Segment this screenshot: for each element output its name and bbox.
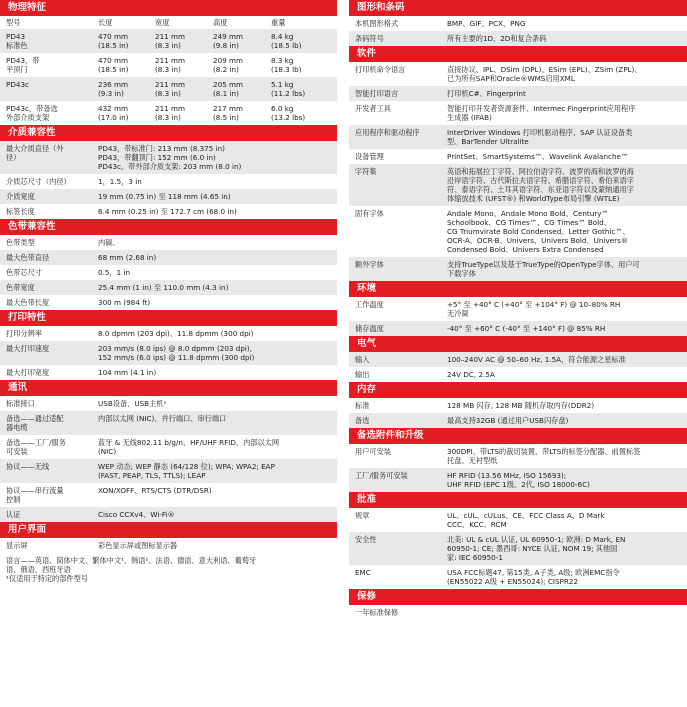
spec-value: 0.5，1 in — [98, 268, 131, 277]
spec-value: 智能打印开发者资源套件、Intermec Fingerprint应用程序 生成器 (IFAB) — [447, 104, 636, 122]
spec-row — [349, 125, 687, 149]
spec-row — [0, 326, 337, 341]
spec-value: 北美: UL & cUL 认证, UL 60950-1; 欧洲: D Mark, EN 60950-1; CE; 墨西哥: NYCE 认证, NOM 19; 其他国 家: IEC 60950-1 — [447, 535, 626, 562]
spec-value: 8.0 dpmm (203 dpi)、11.8 dpmm (300 dpi) — [98, 329, 254, 338]
spec-value: HF RFID (13.56 MHz, ISO 15693); UHF RFID (EPC 1级、2代, ISO 18000-6C) — [447, 471, 590, 489]
spec-value: 所有主要的1D、2D和复合条码 — [447, 34, 547, 43]
spec-row — [0, 250, 337, 265]
physical-cell: 211 mm (8.3 in) — [155, 56, 186, 74]
spec-row — [349, 31, 687, 46]
spec-label: 应用程序和驱动程序 — [355, 128, 420, 137]
spec-row — [349, 413, 687, 428]
physical-cell: 5.1 kg (11.2 lbs) — [271, 80, 306, 98]
right-column — [349, 0, 687, 620]
spec-label: 工作温度 — [355, 300, 384, 309]
physical-cell: 236 mm (9.3 in) — [98, 80, 129, 98]
spec-value: 24V DC, 2.5A — [447, 370, 495, 379]
spec-value: USA FCC标题47, 第15类, A子类, A级; 欧洲EMC指令 (EN55022 A级 + EN55024); CISPR22 — [447, 568, 620, 586]
physical-cell: 211 mm (8.3 in) — [155, 32, 186, 50]
spec-value: BMP、GIF、PCX、PNG — [447, 19, 526, 28]
physical-cell: 205 mm (8.1 in) — [213, 80, 244, 98]
spec-label: 开发者工具 — [355, 104, 391, 113]
physical-cell: 432 mm (17.0 in) — [98, 104, 129, 122]
spec-label: 字符集 — [355, 167, 377, 176]
section-opt: 备选附件和升级 — [349, 428, 687, 444]
physical-row — [0, 101, 337, 125]
spec-row — [0, 459, 337, 483]
spec-label: 本机图形格式 — [355, 19, 399, 28]
spec-row — [349, 321, 687, 336]
spec-row — [349, 565, 687, 589]
spec-row — [349, 352, 687, 367]
spec-label: 显示屏 — [6, 541, 28, 550]
spec-label: EMC — [355, 568, 371, 577]
spec-label: 智能打印语言 — [355, 89, 399, 98]
spec-value: 最高支持32GB (通过用户USB闪存盘) — [447, 416, 569, 425]
spec-label: 色带芯尺寸 — [6, 268, 42, 277]
spec-row — [349, 62, 687, 86]
spec-row — [349, 444, 687, 468]
header-height: 高度 — [213, 18, 228, 27]
physical-cell: PD43 标准色 — [6, 32, 28, 50]
spec-value: 6.4 mm (0.25 in) 至 172.7 cm (68.0 in) — [98, 207, 237, 216]
spec-label: 标准接口 — [6, 399, 35, 408]
header-model: 型号 — [6, 18, 21, 27]
spec-value: 128 MB 闪存, 128 MB 随机存取内存(DDR2) — [447, 401, 595, 410]
spec-row — [349, 164, 687, 206]
physical-cell: PD43，带 平顶门 — [6, 56, 40, 74]
spec-label: 备选——通过适配 器电缆 — [6, 414, 64, 432]
section-ribbon: 色带兼容性 — [0, 219, 337, 235]
spec-label: 色带类型 — [6, 238, 35, 247]
spec-value: InterDriver Windows 打印机驱动程序、SAP 认证设备类 型、BarTender Ultralite — [447, 128, 633, 146]
physical-cell: 470 mm (18.5 in) — [98, 56, 129, 74]
section-print: 打印特性 — [0, 310, 337, 326]
spec-value: USB设备、USB主机¹ — [98, 399, 167, 408]
header-length: 长度 — [98, 18, 113, 27]
spec-label: 最大打印速度 — [6, 344, 50, 353]
section-media: 介质兼容性 — [0, 125, 337, 141]
physical-row — [0, 77, 337, 101]
section-software: 软件 — [349, 46, 687, 62]
section-env: 环境 — [349, 281, 687, 297]
language-note: 语言——英语、简体中文、繁体中文¹、韩语¹、法语、德语、意大利语、葡萄牙 语、俄语、西班牙语 ¹仅适用于特定的部件型号 — [6, 556, 257, 583]
physical-cell: 211 mm (8.3 in) — [155, 104, 186, 122]
spec-label: 条码符号 — [355, 34, 384, 43]
spec-label: 储存温度 — [355, 324, 384, 333]
spec-value: 1，1.5，3 in — [98, 177, 142, 186]
section-mem: 内存 — [349, 382, 687, 398]
spec-value: XON/XOFF、RTS/CTS (DTR/DSR) — [98, 486, 212, 495]
spec-value: 英语和拓展拉丁字符、阿拉伯语字符、波罗的海和波罗的海 沿岸语字符、古代斯拉夫语字符、希腊语字符、希伯来语字 符、泰语字符、土耳其语字符、东亚语字符以及蒙纳通用字 体缩放技术 (UFST®) 和WorldType布局引擎 (WTLE) — [447, 167, 634, 203]
spec-label: 标签长度 — [6, 207, 35, 216]
spec-value: 300DPI、带LTS的裁切装置、带LTS的标签分配器、前置标签 托盘、无衬型纸 — [447, 447, 641, 465]
physical-row — [0, 29, 337, 53]
spec-value: 19 mm (0.75 in) 至 118 mm (4.65 in) — [98, 192, 231, 201]
spec-row — [0, 507, 337, 522]
spec-label: 输出 — [355, 370, 370, 379]
spec-label: 备选 — [355, 416, 370, 425]
section-elec: 电气 — [349, 336, 687, 352]
spec-row — [0, 204, 337, 219]
spec-value: 300 m (984 ft) — [98, 298, 151, 307]
section-physical: 物理特征 — [0, 0, 337, 16]
spec-row — [0, 396, 337, 411]
spec-value: 内碳、 — [98, 238, 120, 247]
spec-value: PD43，带标准门: 213 mm (8.375 in) PD43，带翻顶门: 152 mm (6.0 in) PD43c，带外部介质支架: 203 mm (8.0 in) — [98, 144, 242, 171]
header-width: 宽度 — [155, 18, 170, 27]
spec-label: 最大色带直径 — [6, 253, 50, 262]
spec-row — [349, 398, 687, 413]
spec-label: 额外字体 — [355, 260, 384, 269]
spec-label: 用户可安装 — [355, 447, 391, 456]
section-approvals: 批准 — [349, 492, 687, 508]
spec-row — [349, 257, 687, 281]
spec-row — [349, 16, 687, 31]
spec-value: Andale Mono、Andale Mono Bold、Century™ Schoolbook、CG Times™、CG Times™ Bold、 CG Triumvirate Bold Condensed、Letter Gothic™、 OCR-A、OCR-B、Univers、Univers Bold、Univers® Condensed Bold、Univers Extra Condensed — [447, 209, 630, 254]
spec-row — [349, 206, 687, 257]
header-weight: 重量 — [271, 18, 286, 27]
physical-cell: 209 mm (8.2 in) — [213, 56, 244, 74]
spec-label: 规章 — [355, 511, 370, 520]
spec-label: 认证 — [6, 510, 21, 519]
spec-value: +5° 至 +40° C (+40° 至 +104° F) @ 10–80% RH 无冷凝 — [447, 300, 621, 318]
section-warranty: 保修 — [349, 589, 687, 605]
section-comm: 通讯 — [0, 380, 337, 396]
spec-value: PrintSet、SmartSystems™、Wavelink Avalanche™ — [447, 152, 629, 161]
spec-row — [0, 538, 337, 553]
spec-row — [0, 365, 337, 380]
spec-value: Cisco CCXv4、Wi-Fi® — [98, 510, 175, 519]
spec-row — [0, 341, 337, 365]
spec-label: 协议——串行流量 控制 — [6, 486, 64, 504]
spec-label: 工厂/服务可安装 — [355, 471, 408, 480]
spec-value: -40° 至 +60° C (-40° 至 +140° F) @ 85% RH — [447, 324, 606, 333]
spec-value: WEP 动态; WEP 静态 (64/128 位); WPA; WPA2; EAP (FAST, PEAP, TLS, TTLS); LEAP — [98, 462, 275, 480]
spec-row — [0, 435, 337, 459]
spec-label: 协议——无线 — [6, 462, 50, 471]
spec-value: 203 mm/s (8.0 ips) @ 8.0 dpmm (203 dpi), 152 mm/s (6.0 ips) @ 11.8 dpmm (300 dpi) — [98, 344, 255, 362]
spec-row — [0, 483, 337, 507]
spec-row — [349, 86, 687, 101]
spec-row — [0, 280, 337, 295]
spec-row — [0, 141, 337, 174]
spec-row — [349, 508, 687, 532]
spec-label: 设备管理 — [355, 152, 384, 161]
spec-value: 100–240V AC @ 50–60 Hz, 1.5A，符合能源之星标准 — [447, 355, 626, 364]
spec-value: 蓝牙 & 无线802.11 b/g/n、HF/UHF RFID、内部以太网 (NIC) — [98, 438, 280, 456]
spec-row — [349, 532, 687, 565]
spec-row — [349, 297, 687, 321]
section-ui: 用户界面 — [0, 522, 337, 538]
left-column — [0, 0, 337, 586]
spec-label: 最大介质直径（外 径） — [6, 144, 64, 162]
spec-value: 104 mm (4.1 in) — [98, 368, 157, 377]
physical-cell: 217 mm (8.5 in) — [213, 104, 244, 122]
spec-row — [349, 367, 687, 382]
spec-label: 一年标准保修 — [355, 608, 399, 617]
spec-row — [349, 468, 687, 492]
physical-cell: 8.3 kg (18.3 lb) — [271, 56, 302, 74]
physical-cell: 211 mm (8.3 in) — [155, 80, 186, 98]
spec-row — [0, 265, 337, 280]
physical-cell: 6.0 kg (13.2 lbs) — [271, 104, 306, 122]
spec-label: 介质宽度 — [6, 192, 35, 201]
spec-label: 固有字体 — [355, 209, 384, 218]
spec-label: 最大色带长度 — [6, 298, 50, 307]
spec-label: 打印机命令语言 — [355, 65, 406, 74]
spec-value: 彩色显示屏或图标显示器 — [98, 541, 178, 550]
spec-row — [0, 235, 337, 250]
spec-value: 支持TrueType以及基于TrueType的OpenType字体、用户可 下载字体 — [447, 260, 640, 278]
physical-cell: 8.4 kg (18.5 lb) — [271, 32, 302, 50]
spec-value: UL、cUL、cULus、CE、FCC Class A、D Mark CCC、KCC、RCM — [447, 511, 605, 529]
spec-row — [0, 189, 337, 204]
spec-label: 色带宽度 — [6, 283, 35, 292]
spec-label: 备选——工厂/服务 可安装 — [6, 438, 66, 456]
spec-value: 25.4 mm (1 in) 至 110.0 mm (4.3 in) — [98, 283, 229, 292]
physical-row — [0, 53, 337, 77]
spec-value: 打印机C#、Fingerprint — [447, 89, 526, 98]
spec-value: 内部以太网 (NIC)、并行端口、串行端口 — [98, 414, 227, 423]
physical-cell: PD43c — [6, 80, 29, 89]
spec-value: 68 mm (2.68 in) — [98, 253, 157, 262]
physical-cell: 470 mm (18.5 in) — [98, 32, 129, 50]
spec-row — [349, 149, 687, 164]
section-graphics: 图形和条码 — [349, 0, 687, 16]
spec-label: 标准 — [355, 401, 370, 410]
spec-label: 安全性 — [355, 535, 377, 544]
physical-cell: 249 mm (9.8 in) — [213, 32, 244, 50]
spec-label: 打印分辨率 — [6, 329, 42, 338]
spec-row — [349, 101, 687, 125]
spec-value: 直接协议、IPL、DSim (DPL)、ESim (EPL)、ZSim (ZPL)、 已为所有SAP和Oracle®WMS启用XML — [447, 65, 642, 83]
spec-label: 介质芯尺寸（内径） — [6, 177, 71, 186]
spec-row — [349, 605, 687, 620]
physical-cell: PD43c，带备选 外部介质支架 — [6, 104, 58, 122]
spec-label: 最大打印宽度 — [6, 368, 50, 377]
spec-row — [0, 174, 337, 189]
spec-label: 输入 — [355, 355, 370, 364]
spec-row — [0, 295, 337, 310]
physical-header — [0, 16, 337, 29]
spec-row — [0, 411, 337, 435]
